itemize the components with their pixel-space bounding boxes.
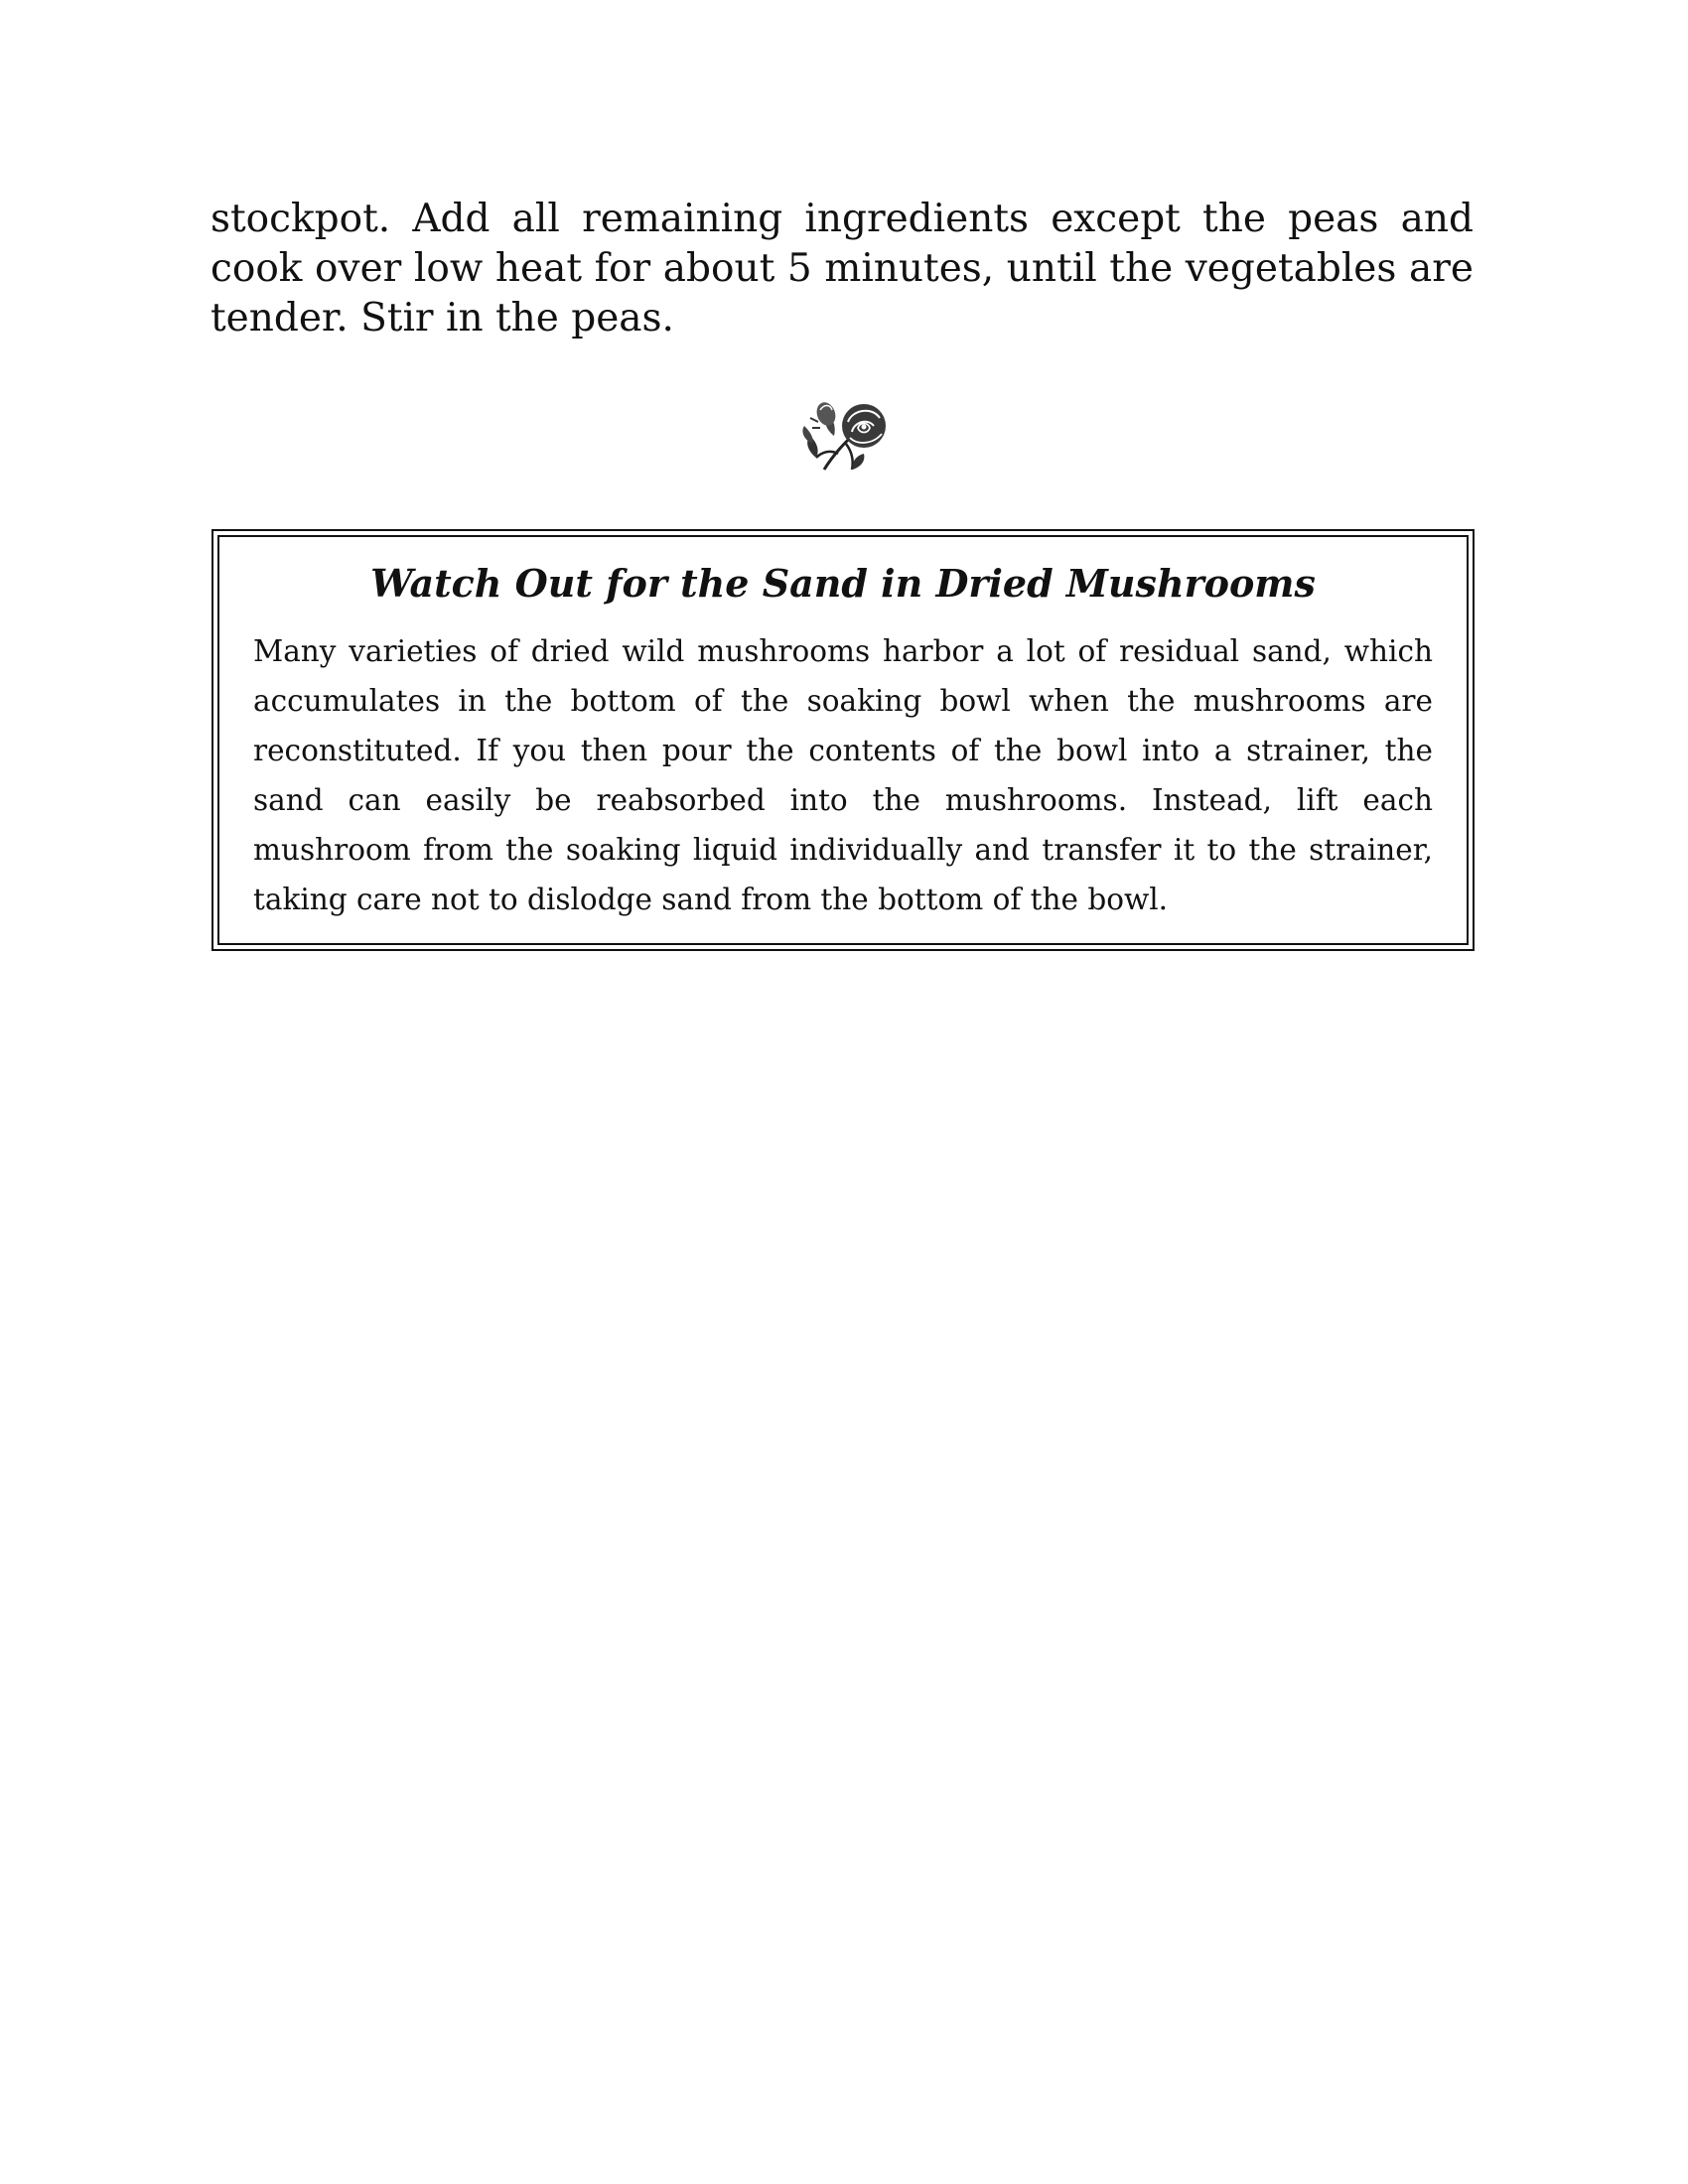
sidebar-text: Many varieties of dried wild mushrooms harbor a lot of residual sand, which accumulates in the bottom of the soaking bowl when the mushrooms are reconstituted. If you then pour the contents of the bowl into a strainer, the sand can easily be reabsorbed into the mushrooms. Instead, lift each mushroom from the soaking liquid individually and transfer it to the strainer, taking care not to dislodge sand from the bottom of the bowl. — [253, 634, 1433, 916]
sidebar-tip-box — [211, 529, 1475, 951]
rose-ornament-icon — [794, 392, 894, 478]
sidebar-tip-inner-frame — [217, 535, 1469, 945]
recipe-instructions-paragraph: stockpot. Add all remaining ingredients except the peas and cook over low heat for about 5 minutes, until the vegetables are tender. Stir in the peas. — [211, 197, 1474, 341]
sidebar-title: Watch Out for the Sand in Dried Mushrooms — [370, 561, 1316, 606]
